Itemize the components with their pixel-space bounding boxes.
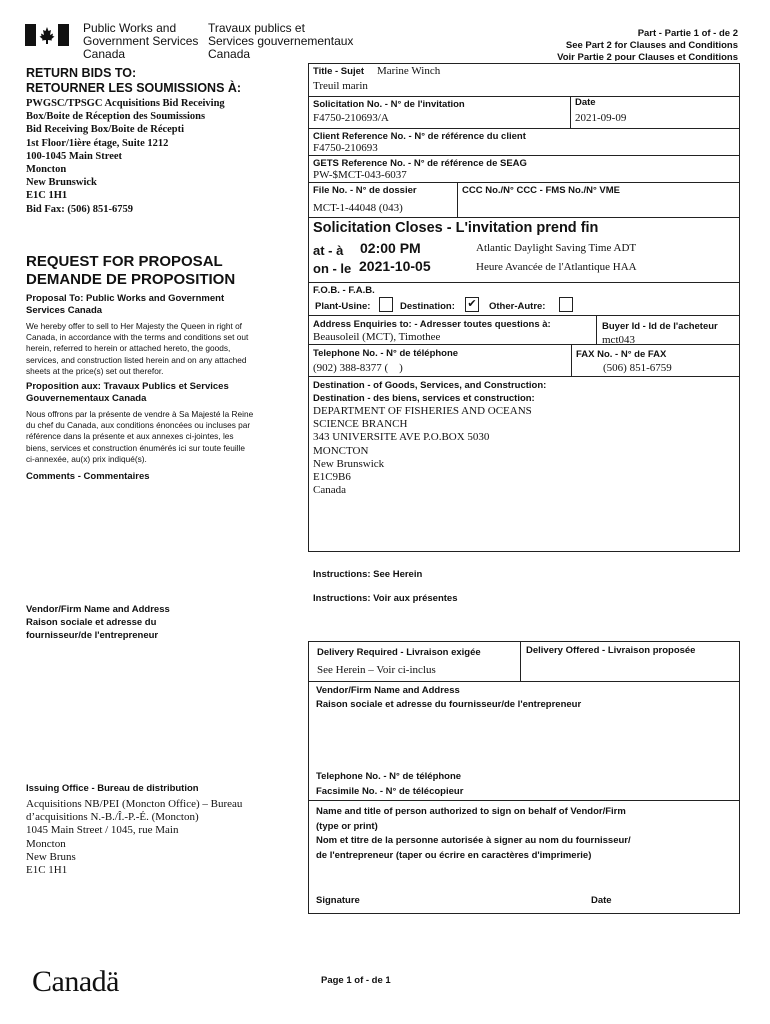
plant-checkbox[interactable] bbox=[379, 297, 393, 312]
plant-label: Plant-Usine: bbox=[315, 301, 371, 312]
address-enquiries-value: Beausoleil (MCT), Timothee bbox=[313, 331, 441, 343]
vendor-name-label-fr: Raison sociale et adresse du fournisseur/de l'entrepreneur bbox=[316, 699, 582, 710]
title-label: Title - Sujet bbox=[313, 66, 365, 77]
closing-time: 02:00 PM bbox=[360, 240, 421, 256]
destination-address: DEPARTMENT OF FISHERIES AND OCEANS SCIENCE BRANCH 343 UNIVERSITE AVE P.O.BOX 5030 MONCTON New Brunswick E1C9B6 Canada bbox=[313, 405, 532, 497]
proposal-title: REQUEST FOR PROPOSAL DEMANDE DE PROPOSITION bbox=[26, 253, 236, 288]
instructions-en: Instructions: See Herein bbox=[313, 569, 423, 580]
closing-at-label: at - à bbox=[313, 243, 344, 258]
title-value-en: Marine Winch bbox=[377, 65, 441, 77]
address-enquiries-label: Address Enquiries to: - Adresser toutes questions à: bbox=[313, 319, 551, 330]
vendor-name-label-en: Vendor/Firm Name and Address bbox=[316, 685, 460, 696]
delivery-offered-label: Delivery Offered - Livraison proposée bbox=[526, 645, 696, 656]
delivery-required-label: Delivery Required - Livraison exigée bbox=[317, 647, 481, 658]
other-checkbox[interactable] bbox=[559, 297, 573, 312]
return-bids-heading: RETURN BIDS TO: RETOURNER LES SOUMISSIONS À: bbox=[26, 66, 242, 95]
timezone-en: Atlantic Daylight Saving Time ADT bbox=[476, 242, 637, 254]
fob-label: F.O.B. - F.A.B. bbox=[313, 285, 375, 296]
delivery-offered-field[interactable] bbox=[522, 658, 736, 679]
vendor-fax-label: Facsimile No. - N° de télécopieur bbox=[316, 786, 464, 797]
closing-date: 2021-10-05 bbox=[359, 258, 431, 274]
proposal-text: Proposal To: Public Works and Government Services Canada We hereby offer to sell to Her Majesty the Queen in right of Canada, in accordance with the terms and conditions set out herein, referred to herein or attached hereto, the goods, services, and construction listed herein and on any attached sheets at the price(s) set out therefor. Proposition aux: Travaux Publics et Services Gouvernementaux Canada Nous offrons par la présente de vendre à Sa Majesté la Reine du chef du Canada, aux conditions énoncées ou incluses par référence dans la présente et aux annexes ci-jointes, les biens, services et construction énumérés ici sur toute feuille ci-annexée, au(x) prix indiqué(s). Comments - Commentaires bbox=[26, 293, 254, 483]
telephone-value: (902) 388-8377 ( ) bbox=[313, 362, 403, 374]
fax-label: FAX No. - N° de FAX bbox=[576, 349, 667, 360]
buyer-id-label: Buyer Id - Id de l'acheteur bbox=[602, 321, 718, 332]
gets-ref-value: PW-$MCT-043-6037 bbox=[313, 169, 407, 181]
destination-checkbox[interactable]: ✔ bbox=[465, 297, 479, 312]
client-ref-value: F4750-210693 bbox=[313, 142, 378, 154]
destination-label: Destination: bbox=[400, 301, 455, 312]
file-no-value: MCT-1-44048 (043) bbox=[313, 202, 403, 214]
department-name-en: Public Works and Government Services Canada bbox=[83, 21, 199, 61]
page-number: Page 1 of - de 1 bbox=[321, 975, 391, 986]
authorized-person-field[interactable] bbox=[312, 864, 736, 890]
vendor-telephone-label: Telephone No. - N° de téléphone bbox=[316, 771, 462, 782]
client-ref-label: Client Reference No. - N° de référence du client bbox=[313, 131, 526, 142]
department-name-fr: Travaux publics et Services gouvernementaux Canada bbox=[208, 21, 354, 61]
authorized-person-label: Name and title of person authorized to sign on behalf of Vendor/Firm (type or print) Nom et titre de la personne autorisée à signer au nom du fournisseur/ de l'entrepreneur (taper ou écrire en caractères d'imprimerie) bbox=[316, 806, 631, 861]
timezone-fr: Heure Avancée de l'Atlantique HAA bbox=[476, 261, 637, 273]
gets-ref-label: GETS Reference No. - N° de référence de SEAG bbox=[313, 158, 527, 169]
buyer-id-value: mct043 bbox=[602, 334, 635, 344]
closing-on-label: on - le bbox=[313, 261, 352, 276]
date-label: Date bbox=[575, 97, 596, 108]
solicitation-label: Solicitation No. - N° de l'invitation bbox=[313, 99, 465, 110]
canada-flag-logo bbox=[25, 24, 69, 46]
part-indicator: Part - Partie 1 of - de 2 See Part 2 for Clauses and Conditions Voir Partie 2 pour Clauses et Conditions bbox=[557, 28, 738, 61]
issuing-office-label: Issuing Office - Bureau de distribution bbox=[26, 783, 199, 794]
other-label: Other-Autre: bbox=[489, 301, 546, 312]
telephone-label: Telephone No. - N° de téléphone bbox=[313, 348, 459, 359]
vendor-name-field[interactable] bbox=[312, 712, 736, 767]
canada-wordmark: Canadä bbox=[32, 965, 119, 998]
return-bids-address: PWGSC/TPSGC Acquisitions Bid Receiving Box/Boite de Réception des Soumissions Bid Receiving Box/Boite de Récepti 1st Floor/1ière étage, Suite 1212 100-1045 Main Street Moncton New Brunswick E1C 1H1 Bid Fax: (506) 851-6759 bbox=[26, 98, 225, 215]
vendor-label-left: Vendor/Firm Name and Address Raison sociale et adresse du fournisseur/de l'entrepreneur bbox=[26, 604, 170, 641]
destination-heading-en: Destination - of Goods, Services, and Construction: bbox=[313, 380, 547, 391]
delivery-required-value: See Herein – Voir ci-inclus bbox=[317, 664, 436, 676]
ccc-no-label: CCC No./N° CCC - FMS No./N° VME bbox=[462, 185, 621, 196]
solicitation-value: F4750-210693/A bbox=[313, 112, 389, 124]
signature-label: Signature bbox=[316, 895, 360, 906]
destination-heading-fr: Destination - des biens, services et construction: bbox=[313, 393, 535, 404]
signature-date-label: Date bbox=[591, 895, 612, 906]
instructions-fr: Instructions: Voir aux présentes bbox=[313, 593, 458, 604]
file-no-label: File No. - N° de dossier bbox=[313, 185, 417, 196]
date-value: 2021-09-09 bbox=[575, 112, 627, 124]
title-value-fr: Treuil marin bbox=[313, 80, 368, 92]
solicitation-closes-heading: Solicitation Closes - L'invitation prend fin bbox=[313, 220, 599, 236]
issuing-office-address: Acquisitions NB/PEI (Moncton Office) – Bureau d’acquisitions N.-B./Î.-P.-É. (Moncton) 1045 Main Street / 1045, rue Main Moncton New Bruns E1C 1H1 bbox=[26, 798, 243, 877]
fax-value: (506) 851-6759 bbox=[603, 362, 672, 374]
